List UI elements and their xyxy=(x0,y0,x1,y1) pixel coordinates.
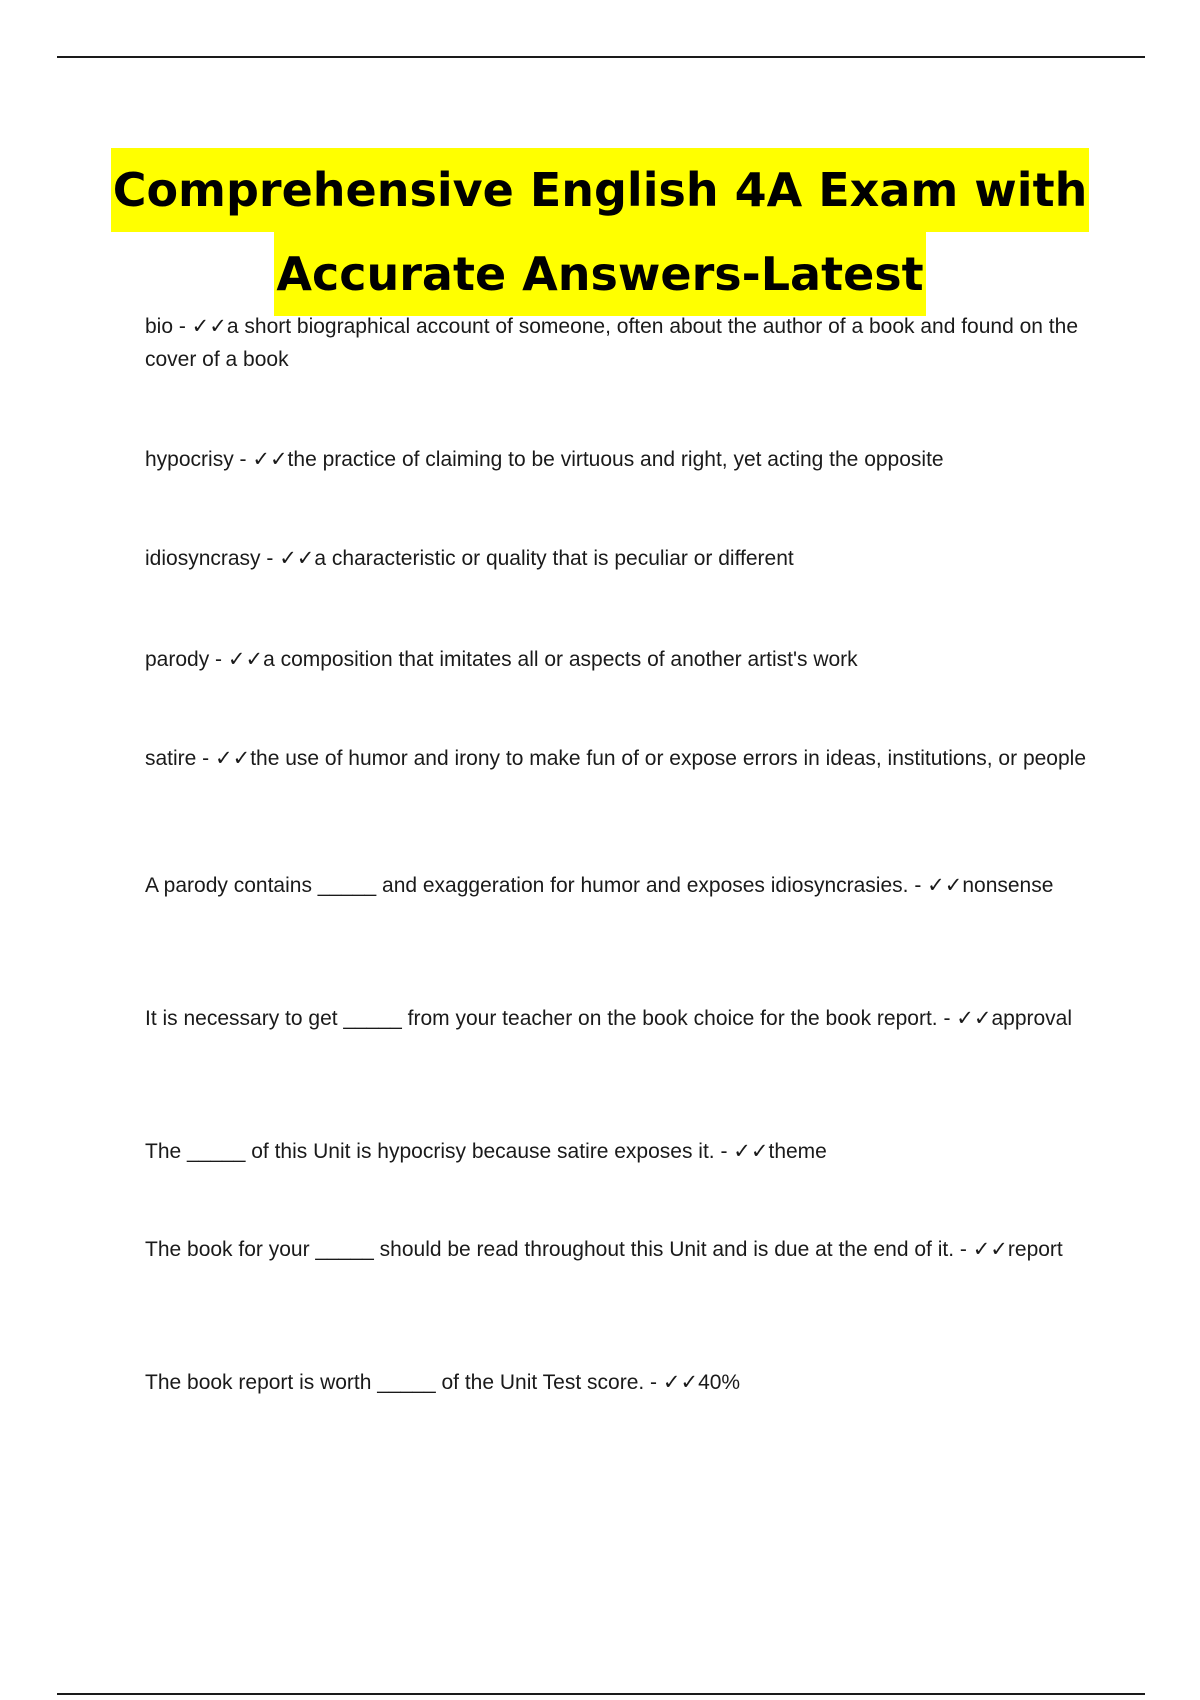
qa-entry-bio: bio - ✓✓a short biographical account of someone, often about the author of a book and found on the cover of a book xyxy=(145,315,1078,371)
title-line-2: Accurate Answers-Latest xyxy=(274,232,925,316)
qa-entry-hypocrisy: hypocrisy - ✓✓the practice of claiming to be virtuous and right, yet acting the opposite xyxy=(145,448,944,471)
qa-entry-approval: It is necessary to get _____ from your teacher on the book choice for the book report. - ✓✓approval xyxy=(145,1007,1073,1030)
bottom-rule xyxy=(57,1693,1145,1695)
title-line-1: Comprehensive English 4A Exam with xyxy=(111,148,1090,232)
top-rule xyxy=(57,56,1145,58)
qa-entry-satire: satire - ✓✓the use of humor and irony to make fun of or expose errors in ideas, institutions, or people xyxy=(145,747,1087,770)
qa-entry-parody: parody - ✓✓a composition that imitates all or aspects of another artist's work xyxy=(145,648,858,671)
qa-entry-nonsense: A parody contains _____ and exaggeration for humor and exposes idiosyncrasies. - ✓✓nonsense xyxy=(145,874,1054,897)
qa-entry-idiosyncrasy: idiosyncrasy - ✓✓a characteristic or quality that is peculiar or different xyxy=(145,547,794,570)
qa-entry-report: The book for your _____ should be read throughout this Unit and is due at the end of it. - ✓✓report xyxy=(145,1238,1063,1261)
document-title xyxy=(0,148,1200,316)
qa-entry-theme: The _____ of this Unit is hypocrisy because satire exposes it. - ✓✓theme xyxy=(145,1140,827,1163)
qa-entry-40-percent: The book report is worth _____ of the Unit Test score. - ✓✓40% xyxy=(145,1371,741,1394)
